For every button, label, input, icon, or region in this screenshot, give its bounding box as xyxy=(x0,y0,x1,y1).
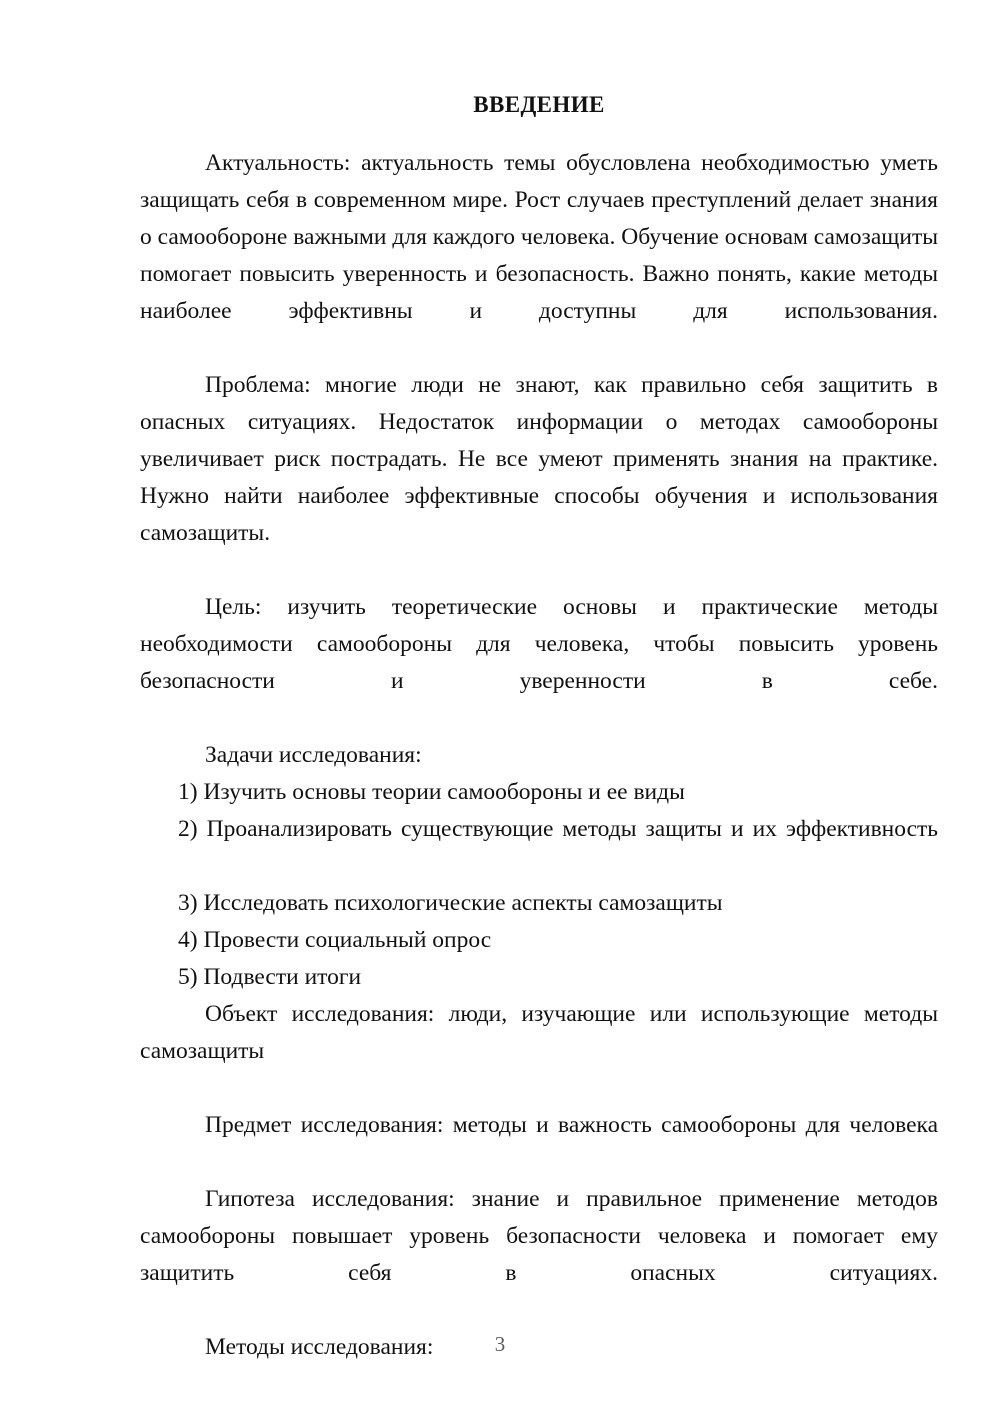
page-number: 3 xyxy=(494,1332,506,1356)
task-number: 2) xyxy=(178,816,207,842)
task-text: Проанализировать существующие методы защиты и их эффективность xyxy=(206,816,938,842)
paragraph-relevance: Актуальность: актуальность темы обусловлена необходимостью уметь защищать себя в современном мире. Рост случаев преступлений делает знания о самообороне важными для каждого человека. Обучение основам самозащиты помогает повысить уверенность и безопасность. Важно понять, какие методы наиболее эффективны и доступны для использования. xyxy=(140,150,938,324)
task-text: Провести социальный опрос xyxy=(203,927,492,953)
tasks-heading: Задачи исследования: xyxy=(205,742,422,768)
paragraph-object: Объект исследования: люди, изучающие или использующие методы самозащиты xyxy=(140,1001,938,1064)
task-text: Изучить основы теории самообороны и ее виды xyxy=(203,779,685,805)
paragraph-problem: Проблема: многие люди не знают, как правильно себя защитить в опасных ситуациях. Недостаток информации о методах самообороны увеличивает риск пострадать. Не все умеют применять знания на практике. Нужно найти наиболее эффективные способы обучения и использования самозащиты. xyxy=(140,372,938,546)
methods-heading: Методы исследования: xyxy=(205,1334,434,1360)
page-title: ВВЕДЕНИЕ xyxy=(473,92,605,117)
page-content xyxy=(140,86,938,1366)
task-number: 5) xyxy=(178,964,204,990)
paragraph-subject: Предмет исследования: методы и важность самообороны для человека xyxy=(205,1112,938,1138)
paragraph-goal: Цель: изучить теоретические основы и практические методы необходимости самообороны для человека, чтобы повысить уровень безопасности и уверенности в себе. xyxy=(140,594,938,694)
task-list-item-1 xyxy=(140,774,938,811)
task-list-item-4 xyxy=(140,922,938,959)
task-number: 1) xyxy=(178,779,204,805)
task-text: Исследовать психологические аспекты самозащиты xyxy=(203,890,723,916)
task-number: 4) xyxy=(178,927,204,953)
task-list-item-5 xyxy=(140,959,938,996)
task-text: Подвести итоги xyxy=(203,964,362,990)
task-number: 3) xyxy=(178,890,204,916)
task-list-item-3 xyxy=(140,885,938,922)
paragraph-hypothesis: Гипотеза исследования: знание и правильное применение методов самообороны повышает уровень безопасности человека и помогает ему защитить себя в опасных ситуациях. xyxy=(140,1186,938,1286)
task-list-item-2 xyxy=(140,811,938,885)
